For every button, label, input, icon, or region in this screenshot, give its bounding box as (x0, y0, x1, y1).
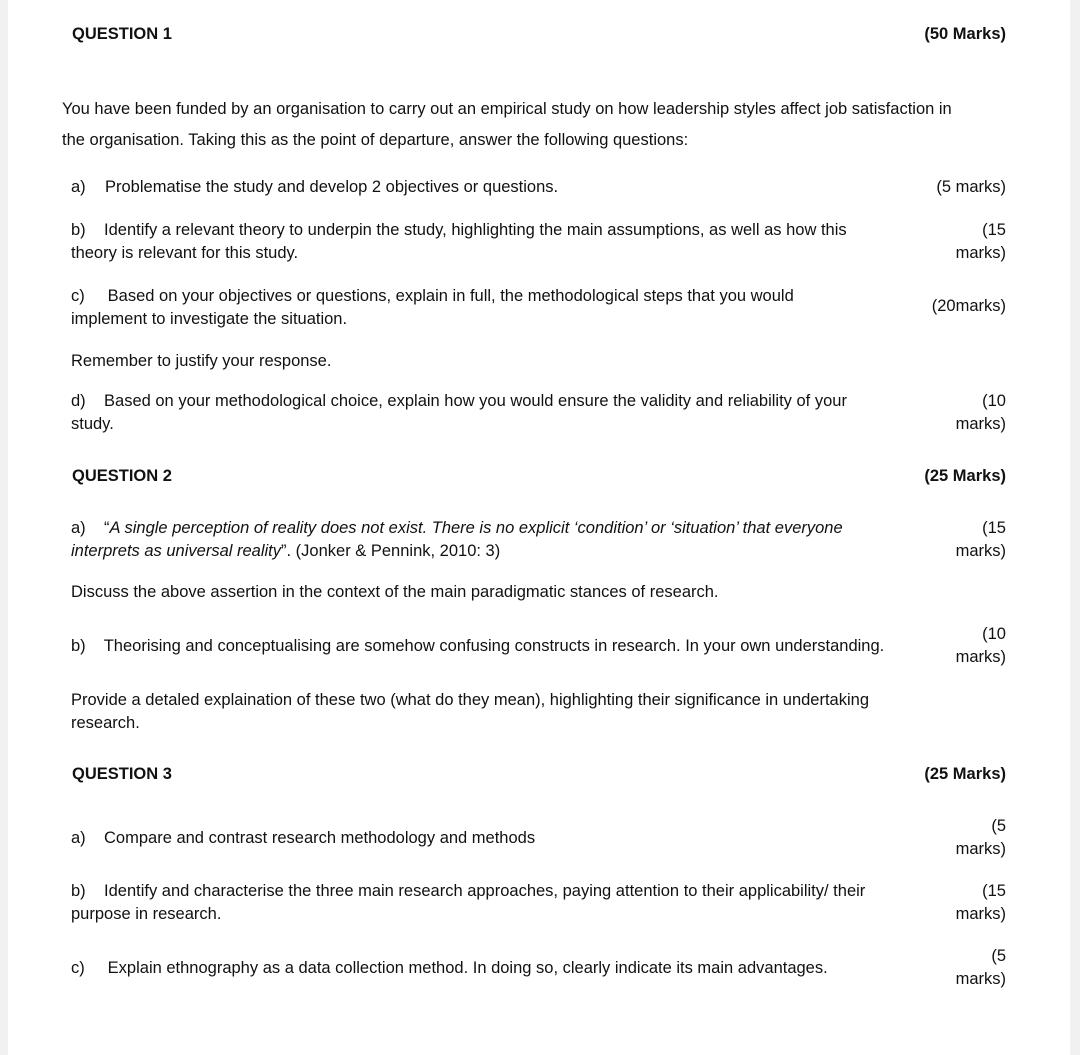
question-1d-line-2: study. (71, 415, 114, 433)
question-1-total-marks: (50 Marks) (924, 25, 1006, 43)
question-3a-marks-line-1: (5 (991, 817, 1006, 835)
question-2b-marks-line-1: (10 (982, 625, 1006, 643)
question-1b-marks-line-1: (15 (982, 221, 1006, 239)
question-1a-text: Problematise the study and develop 2 objectives or questions. (105, 178, 559, 196)
question-1c-marks: (20marks) (931, 297, 1006, 315)
question-3-heading: QUESTION 3 (72, 765, 172, 783)
question-1c-line-1: c) Based on your objectives or questions, explain in full, the methodological steps that you would (71, 287, 794, 305)
question-3b-marks-line-1: (15 (982, 882, 1006, 900)
question-3c-marks-line-2: marks) (955, 970, 1006, 988)
question-1-heading: QUESTION 1 (72, 25, 172, 43)
question-2a-marks-line-2: marks) (955, 542, 1006, 560)
question-2a-citation: ”. (Jonker & Pennink, 2010: 3) (281, 542, 501, 560)
exam-page (8, 0, 1070, 1055)
question-1-intro-line-2: the organisation. Taking this as the point of departure, answer the following questions: (62, 131, 689, 149)
question-1b-line-1: b) Identify a relevant theory to underpin the study, highlighting the main assumptions, as well as how this (71, 221, 847, 239)
question-1d-line-1: d) Based on your methodological choice, explain how you would ensure the validity and reliability of your (71, 392, 847, 410)
question-2-provide-line-2: research. (71, 714, 140, 732)
question-1d-marks-line-1: (10 (982, 392, 1006, 410)
question-2a-quote-line-2: interprets as universal reality (71, 542, 282, 560)
question-3b-marks-line-2: marks) (955, 905, 1006, 923)
question-3c-marks-line-1: (5 (991, 947, 1006, 965)
question-2-heading: QUESTION 2 (72, 467, 172, 485)
question-1-note: Remember to justify your response. (71, 352, 332, 370)
question-2-total-marks: (25 Marks) (924, 467, 1006, 485)
question-2b-marks-line-2: marks) (955, 648, 1006, 666)
question-2-provide-line-1: Provide a detaled explaination of these two (what do they mean), highlighting their significance in undertaking (71, 691, 869, 709)
question-2a-quote-line-1: A single perception of reality does not exist. There is no explicit ‘condition’ or ‘situation’ that everyone (109, 519, 843, 537)
question-2a-marks-line-1: (15 (982, 519, 1006, 537)
question-3a-marks-line-2: marks) (955, 840, 1006, 858)
question-1d-marks-line-2: marks) (955, 415, 1006, 433)
question-2a-line-2 (71, 541, 500, 561)
question-1b-marks-line-2: marks) (955, 244, 1006, 262)
question-3b-line-2: purpose in research. (71, 905, 222, 923)
question-1b-line-2: theory is relevant for this study. (71, 244, 299, 262)
question-1-intro-line-1: You have been funded by an organisation to carry out an empirical study on how leadership styles affect job satisfaction in (62, 100, 952, 118)
question-3-total-marks: (25 Marks) (924, 765, 1006, 783)
question-2b-text: b) Theorising and conceptualising are somehow confusing constructs in research. In your own understanding. (71, 637, 885, 655)
question-2a-prefix: a) “ (71, 519, 110, 537)
question-2a-line-1 (71, 518, 843, 538)
question-1c-line-2: implement to investigate the situation. (71, 310, 348, 328)
question-2-discuss: Discuss the above assertion in the context of the main paradigmatic stances of research. (71, 583, 719, 601)
question-3c-text: c) Explain ethnography as a data collection method. In doing so, clearly indicate its main advantages. (71, 959, 828, 977)
question-3a-text: a) Compare and contrast research methodology and methods (71, 829, 536, 847)
question-3b-line-1: b) Identify and characterise the three main research approaches, paying attention to their applicability/ their (71, 882, 866, 900)
question-1a-marks: (5 marks) (936, 178, 1006, 196)
question-1a-label: a) (71, 178, 86, 196)
